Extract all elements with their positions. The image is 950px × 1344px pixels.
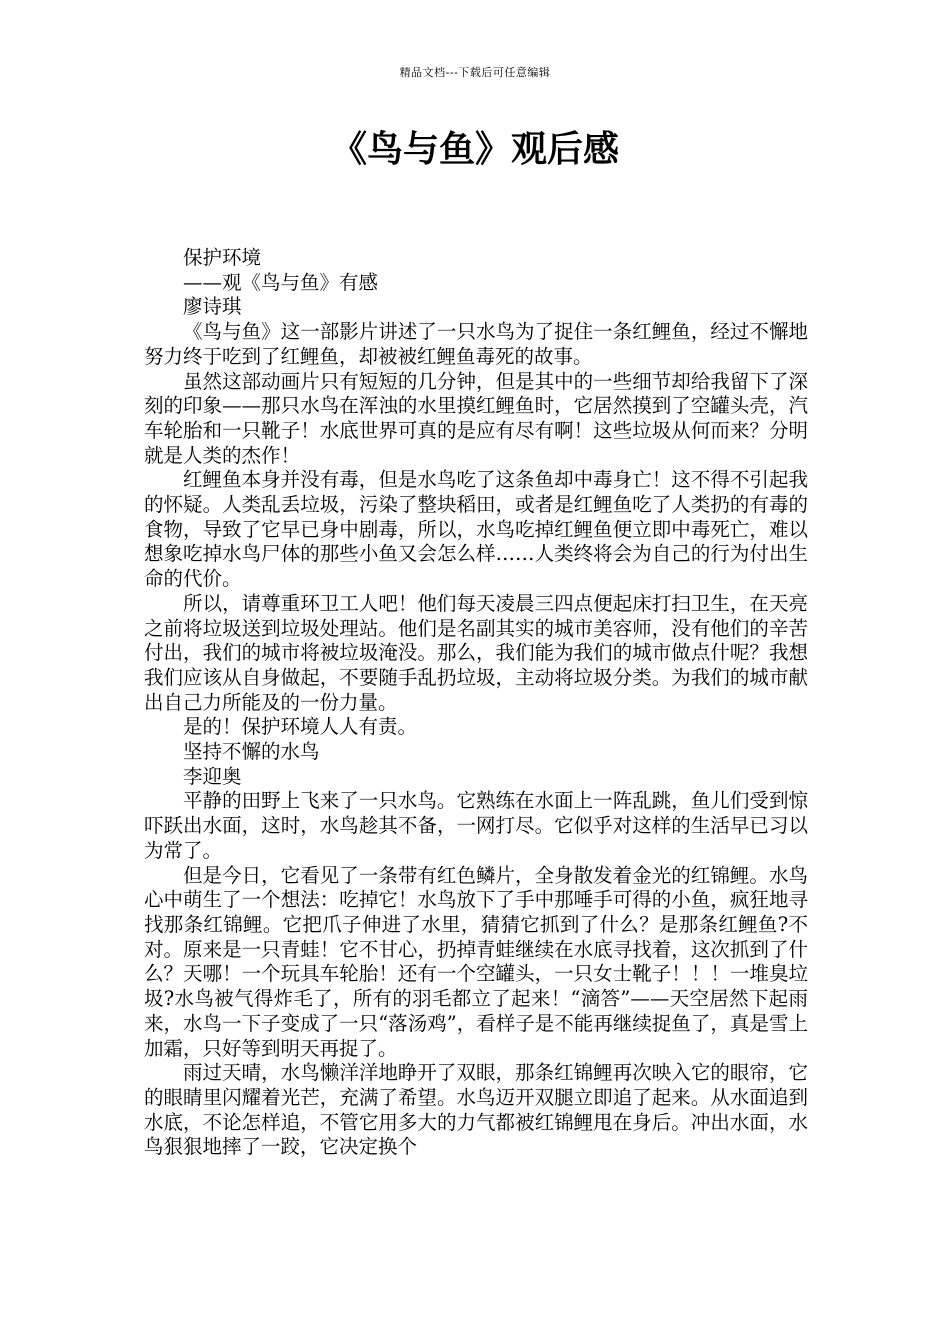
page-header: 精品文档---下载后可任意编辑 [399,66,551,79]
paragraph: 红鲤鱼本身并没有毒，但是水鸟吃了这条鱼却中毒身亡！这不得不引起我的怀疑。人类乱丢垃圾，污染了整块稻田，或者是红鲤鱼吃了人类扔的有毒的食物，导致了它早已身中剧毒，所以，水鸟吃掉红鲤鱼便立即中毒死亡，难以想象吃掉水鸟尸体的那些小鱼又会怎么样……人类终将会为自己的行为付出生命的代价。 [144,468,808,591]
paragraph: 所以，请尊重环卫工人吧！他们每天凌晨三四点便起床打扫卫生，在天亮之前将垃圾送到垃圾处理站。他们是名副其实的城市美容师，没有他们的辛苦付出，我们的城市将被垃圾淹没。那么，我们能为我们的城市做点什呢？我想我们应该从自身做起，不要随手乱扔垃圾，主动将垃圾分类。为我们的城市献出自己力所能及的一份力量。 [144,591,808,714]
section-subtitle: ——观《鸟与鱼》有感 [183,270,379,294]
paragraph: 虽然这部动画片只有短短的几分钟，但是其中的一些细节却给我留下了深刻的印象——那只水鸟在浑浊的水里摸红鲤鱼时，它居然摸到了空罐头壳，汽车轮胎和一只靴子！水底世界可真的是应有尽有啊！这些垃圾从何而来？分明就是人类的杰作！ [144,369,808,467]
paragraph: 《鸟与鱼》这一部影片讲述了一只水鸟为了捉住一条红鲤鱼，经过不懈地努力终于吃到了红鲤鱼，却被被红鲤鱼毒死的故事。 [144,320,808,368]
paragraph: 但是今日，它看见了一条带有红色鳞片，全身散发着金光的红锦鲤。水鸟心中萌生了一个想法：吃掉它！水鸟放下了手中那唾手可得的小鱼，疯狂地寻找那条红锦鲤。它把爪子伸进了水里，猜猜它抓到了什么？是那条红鲤鱼?不对。原来是一只青蛙！它不甘心，扔掉青蛙继续在水底寻找着，这次抓到了什么？天哪！一个玩具车轮胎！还有一个空罐头，一只女士靴子！！！一堆臭垃圾?水鸟被气得炸毛了，所有的羽毛都立了起来！“滴答”——天空居然下起雨来，水鸟一下子变成了一只“落汤鸡”，看样子是不能再继续捉鱼了，真是雪上加霜，只好等到明天再捉了。 [144,863,808,1060]
paragraph: 平静的田野上飞来了一只水鸟。它熟练在水面上一阵乱跳，鱼儿们受到惊吓跃出水面，这时，水鸟趁其不备，一网打尽。它似乎对这样的生活早已习以为常了。 [144,789,808,862]
document-body [144,246,808,1160]
document-title: 《鸟与鱼》观后感 [330,129,619,170]
paragraph: 雨过天晴，水鸟懒洋洋地睁开了双眼，那条红锦鲤再次映入它的眼帘，它的眼睛里闪耀着光芒，充满了希望。水鸟迈开双腿立即追了起来。从水面追到水底，不论怎样追，不管它用多大的力气都被红锦鲤甩在身后。冲出水面，水鸟狠狠地摔了一跤，它决定换个 [144,1061,808,1159]
paragraph: 是的！保护环境人人有责。 [183,715,418,739]
section-heading: 坚持不懈的水鸟 [183,740,320,764]
author-name: 李迎奥 [183,764,242,788]
author-name: 廖诗琪 [183,295,242,319]
section-heading: 保护环境 [183,246,262,269]
